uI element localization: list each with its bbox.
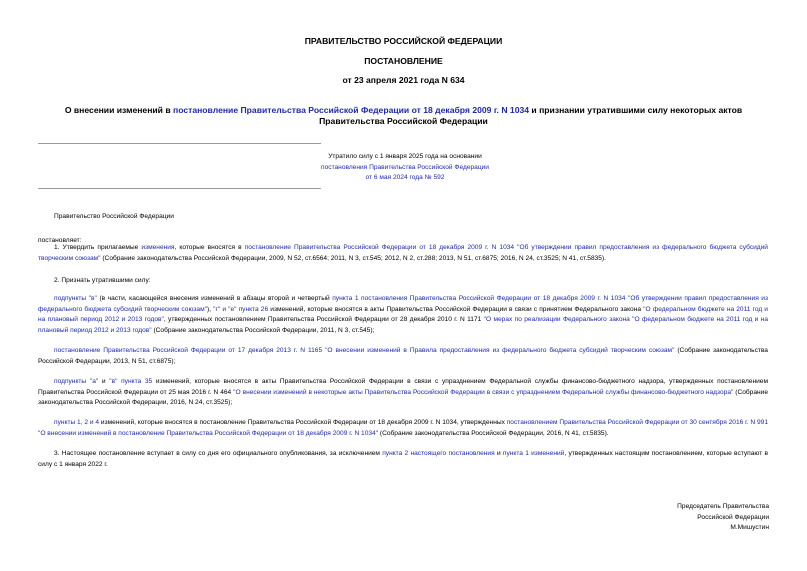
signature-block — [569, 502, 769, 534]
paragraph-3 — [38, 294, 768, 336]
p7-text-c: и — [494, 450, 503, 457]
p3-link-e[interactable]: "г" и "е" пункта 26 — [213, 305, 269, 313]
p1-text-e: (Собрание законодательства Российской Федерации, 2009, N 52, ст.6564; 2011, N 3, ст.545; 2012, N 2, ст.288; 2013, N 51, ст.6875; 2016, N 24, ст.3525; N 41, ст.5835). — [100, 254, 606, 262]
p1-text-c: , которые вносятся в — [174, 244, 245, 251]
p5-link-c[interactable]: "в" пункта 35 — [109, 378, 153, 385]
signature-country: Российской Федерации — [697, 513, 769, 521]
p7-link-d[interactable]: пункта 1 изменений — [502, 450, 565, 457]
doc-type: ПОСТАНОВЛЕНИЕ — [364, 56, 443, 66]
p3-link-c[interactable]: пункта 1 постановления Правительства Российской Федерации от 18 декабря 2009 г. N 1034 "Об утверждении правил предоставления из федерального бюджета субсидий творческим союзам" — [38, 295, 769, 313]
note-line: Утратило силу с 1 января 2025 года на основании — [328, 153, 482, 160]
p5-link-a[interactable]: подпункты "а" — [54, 378, 99, 385]
status-note — [300, 152, 510, 184]
p6-link-c[interactable]: постановлением Правительства Российской Федерации от 30 сентября 2016 г. N 991 "О внесении изменений в постановление Правительства Российской Федерации от 18 декабря 2009 г. N 1034" — [38, 419, 768, 437]
paragraph-5 — [38, 377, 768, 409]
p1-text-a: 1. Утвердить прилагаемые — [54, 244, 142, 251]
signature-position: Председатель Правительства — [677, 503, 769, 510]
p1-link-resolution[interactable]: постановление Правительства Российской Федерации от 18 декабря 2009 г. N 1034 "Об утверждении правил предоставления из федерального бюджета субсидий творческим союзам" — [38, 244, 768, 262]
p3-link-g[interactable]: "О федеральном бюджете на 2011 год и на плановый период 2012 и 2013 годов" — [38, 305, 768, 323]
title-link[interactable]: постановление Правительства Российской Федерации от 18 декабря 2009 г. N 1034 — [173, 105, 530, 115]
paragraph-1 — [38, 243, 768, 264]
note-link-date[interactable]: от 6 мая 2024 года № 592 — [365, 174, 445, 181]
org-title: ПРАВИТЕЛЬСТВО РОССИЙСКОЙ ФЕДЕРАЦИИ — [304, 36, 503, 46]
p7-text-e: , утвержденных настоящим постановлением, которые вступают в силу с 1 января 2022 г. — [38, 450, 768, 468]
paragraph-2: 2. Признать утратившими силу: — [54, 277, 151, 284]
intro-text: Правительство Российской Федерации — [54, 213, 174, 220]
note-link-act[interactable]: постановления Правительства Российской Федерации — [321, 163, 489, 171]
p7-link-b[interactable]: пункта 2 настоящего постановления — [382, 450, 495, 457]
signature-name: М.Мишустин — [730, 524, 769, 531]
p4-link-a[interactable]: постановление Правительства Российской Федерации от 17 декабря 2013 г. N 1165 "О внесении изменений в Правила предоставления из федерального бюджета субсидий творческим союзам" — [54, 347, 675, 354]
p5-text-b: и — [98, 378, 110, 385]
bottom-divider — [38, 188, 321, 189]
p3-link-i[interactable]: "О мерах по реализации Федерального закона "О федеральном бюджете на 2011 год и на плановый период 2012 и 2013 годов" — [38, 316, 768, 334]
decides-text: постановляет: — [38, 237, 82, 244]
paragraph-7 — [38, 449, 768, 470]
title-suffix: и признании утратившими силу некоторых актов Правительства Российской Федерации — [319, 105, 743, 126]
p5-text-f: (Собрание законодательства Российской Федерации, 2016, N 24, ст.3525); — [38, 388, 768, 406]
doc-title — [40, 105, 767, 127]
doc-date-number: от 23 апреля 2021 года N 634 — [342, 75, 465, 85]
p3-text-f: изменений, которые вносятся в акты Правительства Российской Федерации в связи с принятием Федерального закона — [268, 305, 644, 313]
p3-link-a[interactable]: подпункты "в" — [54, 295, 97, 302]
title-prefix: О внесении изменений в — [64, 105, 174, 115]
p7-text-a: 3. Настоящее постановление вступает в силу со дня его официального опубликования, за исключением — [54, 450, 383, 457]
p6-link-a[interactable]: пункты 1, 2 и 4 — [54, 419, 100, 426]
p5-text-d: изменений, которые вносятся в акты Правительства Российской Федерации в связи с упразднением Федеральной службы финансово-бюджетного надзора, утвержденных постановлением Правительства Российской Федерации от 25 мая 2016 г. N 464 — [38, 378, 768, 396]
top-divider — [38, 143, 321, 144]
p3-text-j: (Собрание законодательства Российской Федерации, 2011, N 3, ст.545); — [151, 326, 375, 334]
paragraph-6 — [38, 418, 768, 439]
p6-text-b: изменений, которые вносятся в постановление Правительства Российской Федерации от 18 декабря 2009 г. N 1034, утвержденных — [99, 419, 507, 426]
p1-link-changes[interactable]: изменения — [141, 244, 175, 251]
p3-text-h: , утвержденных постановлением Правительства Российской Федерации от 28 декабря 2010 г. N 1171 — [163, 316, 484, 323]
p5-link-e[interactable]: "О внесении изменений в некоторые акты Правительства Российской Федерации в связи с упразднением Федеральной службы финансово-бюджетного надзора" — [233, 388, 734, 396]
p3-text-b: (в части, касающейся внесения изменений в абзацы второй и четвертый — [96, 295, 333, 302]
p4-text-b: (Собрание законодательства Российской Федерации, 2013, N 51, ст.6875); — [38, 347, 768, 365]
paragraph-4 — [38, 346, 768, 367]
p6-text-d: (Собрание законодательства Российской Федерации, 2016, N 41, ст.5835). — [378, 429, 609, 437]
p3-text-d: ), — [206, 305, 214, 313]
